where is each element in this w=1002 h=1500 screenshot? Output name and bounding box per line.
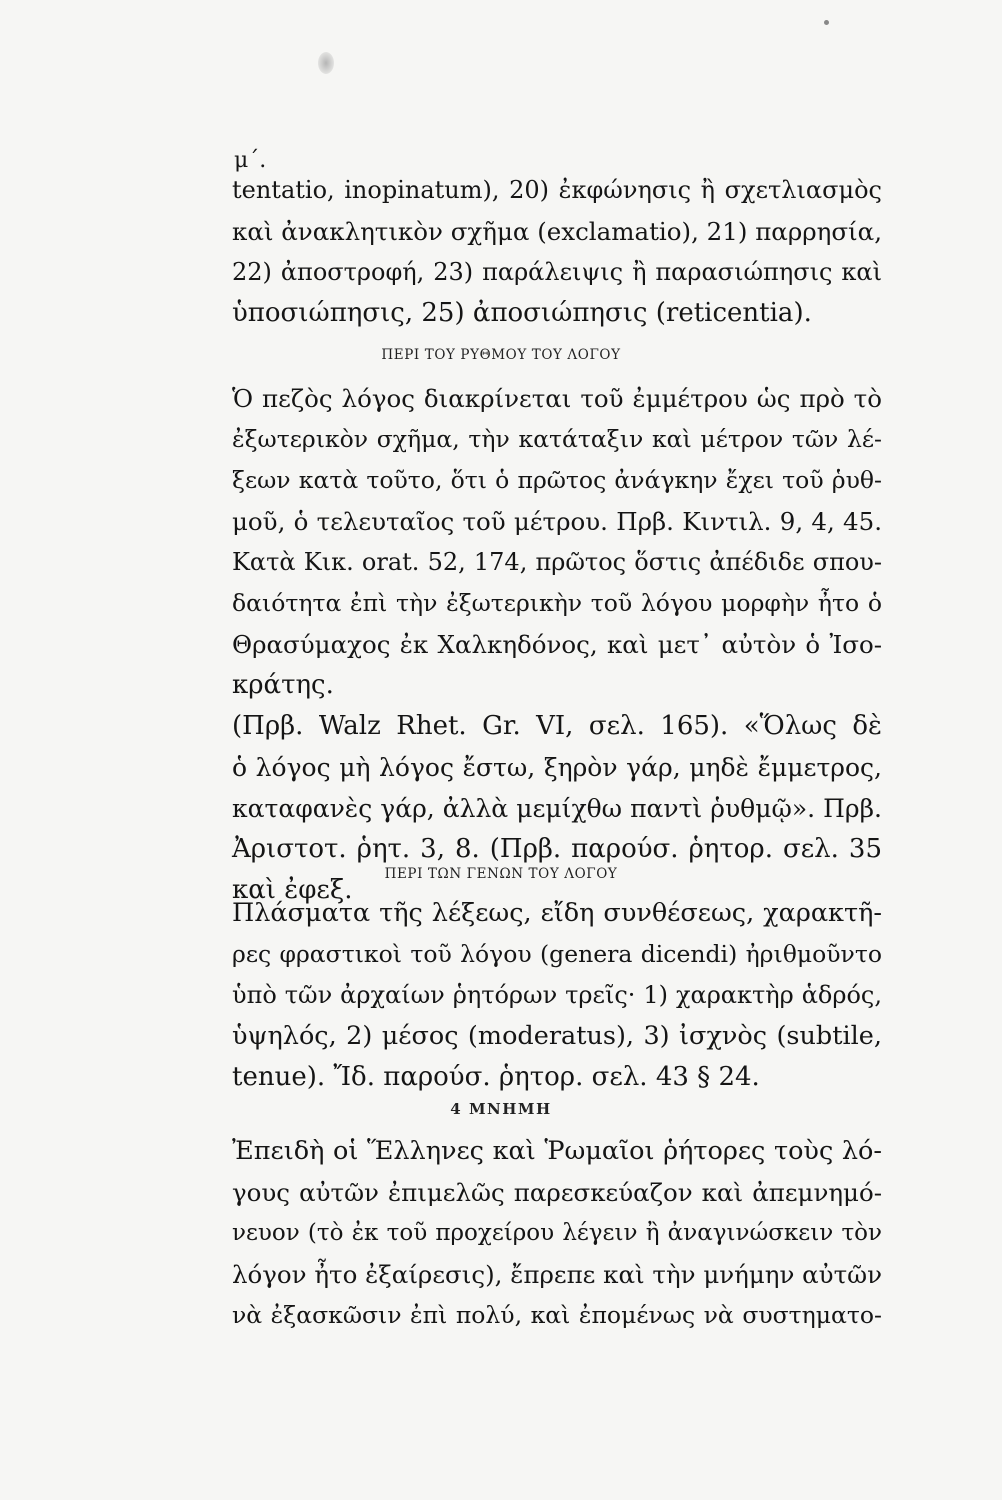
text-line: νὰ ἐξασκῶσιν ἐπὶ πολύ, καὶ ἐπομένως νὰ συστηματο- [232,1301,882,1329]
text-line: 22) ἀποστροφή, 23) παράλειψις ἢ παρασιώπησις καὶ [232,258,882,286]
section-heading-genres: ΠΕΡΙ ΤΩΝ ΓΕΝΩΝ ΤΟΥ ΛΟΓΟΥ [384,866,618,882]
paragraph-memory [232,1131,882,1336]
text-line: δαιότητα ἐπὶ τὴν ἐξωτερικὴν τοῦ λόγου μορφὴν ἦτο ὁ [232,589,882,617]
text-line: Ἀριστοτ. ῥητ. 3, 8. (Πρβ. παρούσ. ῥητορ. σελ. 35 [232,834,882,864]
text-line: tentatio, inopinatum), 20) ἐκφώνησις ἢ σχετλιασμὸς [232,176,882,204]
text-line: ὑψηλός, 2) μέσος (moderatus), 3) ἰσχνὸς (subtile, [232,1021,882,1051]
paragraph-rhythm [232,378,882,911]
text-line: γους αὐτῶν ἐπιμελῶς παρεσκεύαζον καὶ ἀπεμνημό- [232,1178,882,1207]
paragraph-genres [232,893,882,1098]
text-line: ὑποσιώπησις, 25) ἀποσιώπησις (reticentia). [232,298,812,328]
page-number: μ΄. [234,148,267,173]
section-heading-rhythm: ΠΕΡΙ ΤΟΥ ΡΥΘΜΟΥ ΤΟΥ ΛΟΓΟΥ [381,347,621,363]
text-line: ξεων κατὰ τοῦτο, ὅτι ὁ πρῶτος ἀνάγκην ἔχει τοῦ ῥυθ- [232,466,882,494]
text-line: κράτης. [232,670,334,700]
text-line: Κατὰ Κικ. orat. 52, 174, πρῶτος ὅστις ἀπέδιδε σπου- [232,548,882,576]
text-line: Ἐπειδὴ οἱ Ἕλληνες καὶ Ῥωμαῖοι ῥήτορες τοὺς λό- [232,1136,882,1166]
text-line: ρες φραστικοὶ τοῦ λόγου (genera dicendi) ἠριθμοῦντο [232,940,882,968]
text-line: νευον (τὸ ἐκ τοῦ προχείρου λέγειν ἢ ἀναγινώσκειν τὸν [232,1220,882,1246]
text-line: Θρασύμαχος ἐκ Χαλκηδόνος, καὶ μετ᾽ αὐτὸν ὁ Ἰσο- [232,630,882,659]
ink-smudge [318,52,334,74]
text-line: tenue). Ἴδ. παρούσ. ῥητορ. σελ. 43 § 24. [232,1062,760,1092]
text-line: Ὁ πεζὸς λόγος διακρίνεται τοῦ ἐμμέτρου ὡς πρὸ τὸ [232,384,882,413]
text-line: λόγον ἦτο ἐξαίρεσις), ἔπρεπε καὶ τὴν μνήμην αὐτῶν [232,1260,882,1289]
text-line: ὁ λόγος μὴ λόγος ἔστω, ξηρὸν γάρ, μηδὲ ἔμμετρος, [232,753,882,782]
text-line: ὑπὸ τῶν ἀρχαίων ῥητόρων τρεῖς· 1) χαρακτὴρ ἁδρός, [232,981,882,1009]
text-line: (Πρβ. Walz Rhet. Gr. VI, σελ. 165). «Ὅλως δὲ [232,711,882,741]
speck [824,20,829,25]
text-line: καὶ ἐφεξ. [232,875,353,905]
text-line: Πλάσματα τῆς λέξεως, εἴδη συνθέσεως, χαρακτῆ- [232,898,882,928]
section-heading-memory: 4 ΜΝΗΜΗ [450,1100,552,1118]
paragraph-figures [232,170,882,334]
text-line: μοῦ, ὁ τελευταῖος τοῦ μέτρου. Πρβ. Κιντιλ. 9, 4, 45. [232,507,882,536]
text-line: καταφανὲς γάρ, ἀλλὰ μεμίχθω παντὶ ῥυθμῷ». Πρβ. [232,794,882,823]
text-line: ἐξωτερικὸν σχῆμα, τὴν κατάταξιν καὶ μέτρον τῶν λέ- [232,425,882,453]
text-line: καὶ ἀνακλητικὸν σχῆμα (exclamatio), 21) παρρησία, [232,217,882,246]
